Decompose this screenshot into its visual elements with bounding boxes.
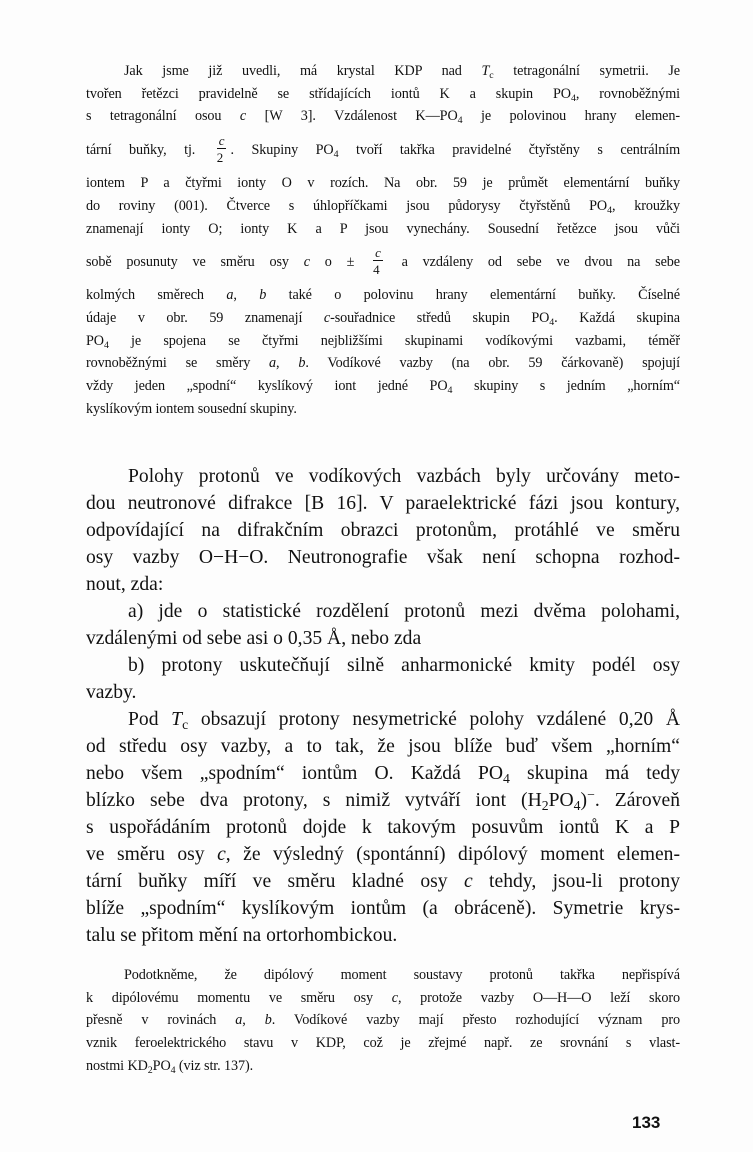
text-line xyxy=(86,706,680,733)
italic-symbol: c xyxy=(217,844,226,865)
subscript: 4 xyxy=(447,385,453,396)
text-run: . Každá skupina xyxy=(554,309,680,326)
text-run: , kroužky xyxy=(611,197,680,214)
text-run: -souřadnice středů skupin PO xyxy=(330,309,550,326)
text-run: přesně v rovinách xyxy=(86,1012,236,1029)
italic-symbol: b xyxy=(264,1012,272,1029)
fraction-numerator: c xyxy=(218,132,225,148)
italic-symbol: c xyxy=(323,309,331,326)
text-line xyxy=(86,330,680,353)
text-run: . Vodíkové vazby (na obr. 59 čárkovaně) spojují xyxy=(305,355,680,372)
text-run: k dipólovému momentu ve směru osy xyxy=(86,989,392,1006)
subscript: 4 xyxy=(570,92,576,104)
text-line xyxy=(86,398,680,421)
text-run: dou neutronové difrakce [B 16]. V paraelektrické fázi jsou kontury, xyxy=(86,493,680,514)
text-run: skupiny s jedním „horním“ xyxy=(452,378,680,395)
text-run: rovnoběžnými se směry xyxy=(86,355,270,372)
text-line xyxy=(86,787,680,814)
text-run: je polovinou hrany elemen- xyxy=(462,108,680,125)
page-number: 133 xyxy=(632,1113,661,1132)
text-run: Podotkněme, že dipólový moment soustavy protonů takřka nepřispívá xyxy=(124,967,680,983)
text-run: údaje v obr. 59 znamenají xyxy=(86,309,324,326)
text-run: s uspořádáním protonů dojde k takovým posuvům iontů K a P xyxy=(86,817,680,838)
text-line xyxy=(86,218,680,241)
text-run: PO xyxy=(152,1057,171,1074)
text-line xyxy=(86,284,680,307)
subscript: 2 xyxy=(541,798,549,814)
italic-symbol: T xyxy=(481,63,490,79)
text-run: PO xyxy=(86,332,104,349)
text-run: iontem P a čtyřmi ionty O v rozích. Na obr. 59 je průmět elementární buňky xyxy=(86,175,680,192)
text-line xyxy=(86,105,680,128)
text-run: vždy jeden „spodní“ kyslíkový iont jedné PO xyxy=(86,378,448,395)
text-line xyxy=(86,240,680,284)
text-run: s tetragonální osou xyxy=(86,108,240,125)
text-line xyxy=(86,1032,680,1055)
text-run: také o polovinu hrany elementární buňky. Číselné xyxy=(266,287,680,304)
subscript: 4 xyxy=(549,316,555,328)
text-run: blíže „spodním“ kyslíkovým iontům (a obráceně). Symetrie krys- xyxy=(86,898,680,919)
text-line xyxy=(86,60,680,83)
text-line xyxy=(86,352,680,375)
text-run: . Vodíkové vazby mají přesto rozhodující význam pro xyxy=(271,1012,680,1029)
text-line xyxy=(86,490,680,517)
text-line xyxy=(86,895,680,922)
text-line xyxy=(86,987,680,1010)
text-line xyxy=(86,83,680,106)
text-run: , protože vazby O—H—O leží skoro xyxy=(397,989,680,1006)
text-line xyxy=(86,868,680,895)
text-run: tetragonální symetrii. Je xyxy=(493,63,680,79)
text-run: a) jde o statistické rozdělení protonů mezi dvěma polohami, xyxy=(128,601,680,622)
text-run: kolmých směrech xyxy=(86,287,227,304)
text-run: a vzdáleny od sebe ve dvou na sebe xyxy=(386,254,680,271)
text-run: Pod xyxy=(128,709,172,730)
text-run: nostmi KD xyxy=(86,1057,148,1074)
text-run: tární buňky míří ve směru kladné osy xyxy=(86,871,464,892)
fraction xyxy=(217,134,227,164)
italic-symbol: a xyxy=(235,1012,243,1029)
subscript: 4 xyxy=(170,1064,176,1076)
text-run: , xyxy=(276,355,299,372)
text-run: , xyxy=(233,287,260,304)
italic-symbol: b xyxy=(298,355,306,372)
text-line xyxy=(86,964,680,987)
italic-symbol: c xyxy=(303,254,310,271)
subscript: 4 xyxy=(103,339,109,351)
subscript: c xyxy=(182,717,189,733)
italic-symbol: c xyxy=(463,871,473,892)
text-run: o ± xyxy=(309,254,370,271)
text-run: tehdy, jsou-li protony xyxy=(472,871,680,892)
text-run: PO xyxy=(548,790,574,811)
italic-symbol: c xyxy=(391,989,398,1006)
text-run: talu se přitom mění na ortorhombickou. xyxy=(86,925,398,946)
text-run: , že výsledný (spontánní) dipólový moment elemen- xyxy=(225,844,680,865)
text-line xyxy=(86,679,680,706)
paragraph-below-tc xyxy=(86,706,680,949)
text-run: skupina má tedy xyxy=(509,763,680,784)
text-line xyxy=(86,1055,680,1078)
text-run: Polohy protonů ve vodíkových vazbách byly určovány meto- xyxy=(128,466,680,487)
text-run: odpovídající na difrakčním obrazci protonům, protáhlé ve směru xyxy=(86,520,680,541)
subscript: 2 xyxy=(147,1064,153,1076)
text-run: (viz str. 137). xyxy=(175,1057,254,1074)
text-line xyxy=(86,652,680,679)
text-run: tvoří takřka pravidelné čtyřstěny s centrálním xyxy=(338,142,680,159)
note-paragraph xyxy=(86,964,680,1078)
text-run: [W 3]. Vzdálenost K—PO xyxy=(246,108,458,125)
text-run: ) xyxy=(580,790,588,811)
subscript: 4 xyxy=(333,149,339,161)
text-run: je spojena se čtyřmi nejbližšími skupinami vodíkovými vazbami, téměř xyxy=(108,332,680,349)
text-run: vznik feroelektrického stavu v KDP, což je zřejmé např. ze srovnání s vlast- xyxy=(86,1035,680,1052)
text-run: od středu osy vazby, a to tak, že jsou blíže buď všem „horním“ xyxy=(86,736,680,757)
text-run: , rovnoběžnými xyxy=(575,85,680,102)
text-line xyxy=(86,544,680,571)
paragraph-kdp-structure xyxy=(86,60,680,420)
list-item-a xyxy=(86,598,680,652)
italic-symbol: a xyxy=(226,287,234,304)
text-run: sobě posunuty ve směru osy xyxy=(86,254,304,271)
superscript: − xyxy=(587,787,595,803)
text-line xyxy=(86,375,680,398)
text-run: vzdálenými od sebe asi o 0,35 Å, nebo zda xyxy=(86,628,422,649)
text-line xyxy=(86,814,680,841)
text-run: obsazují protony nesymetrické polohy vzdálené 0,20 Å xyxy=(188,709,680,730)
text-run: do roviny (001). Čtverce s úhlopříčkami jsou půdorysy čtyřstěnů PO xyxy=(86,197,608,214)
italic-symbol: T xyxy=(171,709,183,730)
paragraph-proton-positions xyxy=(86,463,680,598)
list-item-b xyxy=(86,652,680,706)
italic-symbol: c xyxy=(239,108,247,125)
text-run: osy vazby O−H−O. Neutronografie však není schopna rozhod- xyxy=(86,547,680,568)
fraction xyxy=(373,246,383,276)
text-line xyxy=(86,841,680,868)
text-run: znamenají ionty O; ionty K a P jsou vynechány. Sousední řetězce jsou vůči xyxy=(86,220,680,237)
fraction-denominator: 2 xyxy=(216,149,224,165)
text-run: vazby. xyxy=(86,682,137,703)
text-line xyxy=(86,598,680,625)
text-line xyxy=(86,195,680,218)
text-run: nout, zda: xyxy=(86,574,164,595)
text-line xyxy=(86,307,680,330)
text-run: nebo všem „spodním“ iontům O. Každá PO xyxy=(86,763,503,784)
fraction-numerator: c xyxy=(375,244,381,260)
text-run: . Zároveň xyxy=(594,790,681,811)
italic-symbol: a xyxy=(269,355,277,372)
text-line xyxy=(86,128,680,172)
text-line xyxy=(86,733,680,760)
subscript: 4 xyxy=(503,771,510,787)
subscript: c xyxy=(489,69,494,81)
italic-symbol: b xyxy=(259,287,267,304)
text-run: , xyxy=(242,1012,265,1029)
text-line xyxy=(86,760,680,787)
text-line xyxy=(86,463,680,490)
text-run: . Skupiny PO xyxy=(230,142,334,159)
text-line xyxy=(86,1009,680,1032)
text-run: tvořen řetězci pravidelně se střídajících iontů K a skupin PO xyxy=(86,85,571,102)
text-run: blízko sebe dva protony, s nimiž vytváří iont (H xyxy=(86,790,542,811)
text-line xyxy=(86,571,680,598)
fraction-denominator: 4 xyxy=(373,261,380,277)
subscript: 4 xyxy=(607,204,612,216)
text-line xyxy=(86,172,680,195)
text-run: b) protony uskutečňují silně anharmonické kmity podél osy xyxy=(128,655,680,676)
text-run: ve směru osy xyxy=(86,844,218,865)
text-run: Jak jsme již uvedli, má krystal KDP nad xyxy=(124,63,482,79)
subscript: 4 xyxy=(573,798,581,814)
text-run: tární buňky, tj. xyxy=(86,142,213,159)
text-line xyxy=(86,517,680,544)
text-line xyxy=(86,922,680,949)
subscript: 4 xyxy=(457,115,463,127)
text-line xyxy=(86,625,680,652)
text-run: kyslíkovým iontem sousední skupiny. xyxy=(86,400,297,417)
